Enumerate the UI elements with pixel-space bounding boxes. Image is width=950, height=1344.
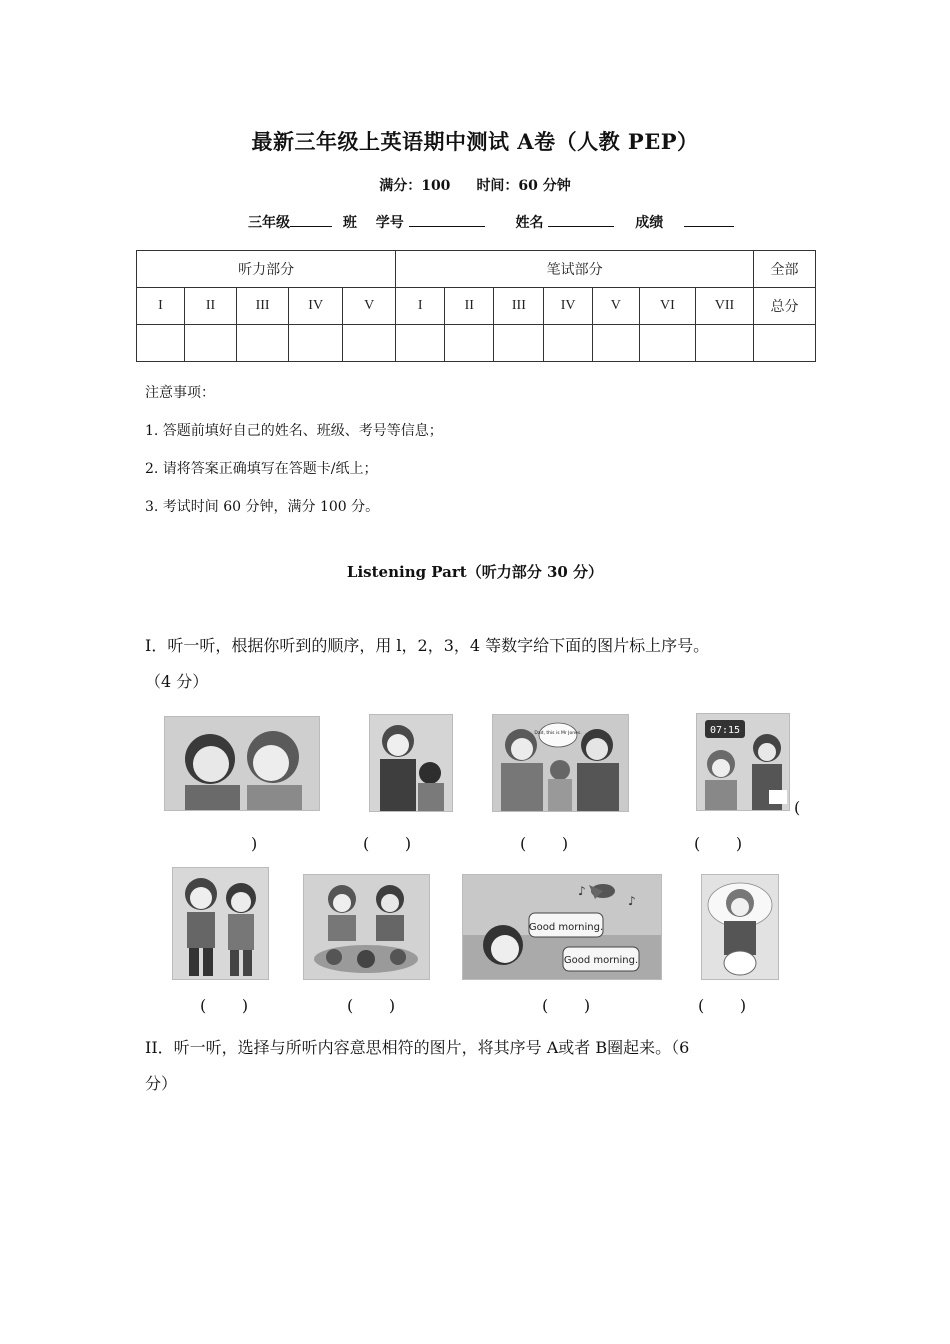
written-col: I bbox=[396, 288, 445, 325]
student-info bbox=[248, 212, 734, 232]
note-item: 1. 答题前填好自己的姓名、班级、考号等信息； bbox=[145, 423, 443, 439]
written-col: II bbox=[445, 288, 494, 325]
result-blank[interactable] bbox=[684, 212, 734, 227]
picture-boy-girl-walking bbox=[172, 867, 269, 980]
listening-col: IV bbox=[289, 288, 343, 325]
written-col: V bbox=[592, 288, 639, 325]
answer-paren[interactable]: ( ) bbox=[363, 834, 412, 853]
question-2-line2: 分） bbox=[145, 1074, 178, 1093]
answer-paren[interactable]: ( ) bbox=[698, 996, 747, 1015]
notes bbox=[145, 374, 443, 526]
picture-clock-morning bbox=[696, 713, 790, 811]
svg-text:♪: ♪ bbox=[578, 884, 586, 898]
listening-header: 听力部分 bbox=[137, 251, 396, 288]
speech-bubble-text: Dad, this is Mr Jones. bbox=[534, 731, 582, 736]
paren-close: ) bbox=[251, 834, 258, 853]
section-heading: Listening Part（听力部分 30 分） bbox=[346, 563, 604, 581]
score-cell[interactable] bbox=[396, 325, 445, 362]
result-label: 成绩 bbox=[635, 215, 664, 231]
listening-col: V bbox=[343, 288, 396, 325]
total-col: 总分 bbox=[754, 288, 816, 325]
picture-teacher bbox=[701, 874, 779, 980]
name-blank[interactable] bbox=[548, 212, 614, 227]
score-cell[interactable] bbox=[289, 325, 343, 362]
full-score: 满分：100 bbox=[379, 178, 451, 194]
page-title: 最新三年级上英语期中测试 A卷（人教 PEP） bbox=[251, 129, 699, 154]
grade-label: 三年级 bbox=[248, 215, 290, 231]
score-table bbox=[136, 250, 816, 362]
score-cell[interactable] bbox=[445, 325, 494, 362]
exam-time: 时间：60 分钟 bbox=[476, 178, 571, 194]
picture-two-girls bbox=[164, 716, 320, 811]
question-1-line1: I．听一听，根据你听到的顺序，用 l，2，3，4 等数字给下面的图片标上序号。 bbox=[145, 636, 710, 655]
bubble-good-morning-2: Good morning. bbox=[563, 955, 639, 966]
listening-col: I bbox=[137, 288, 185, 325]
answer-paren[interactable]: ( ) bbox=[520, 834, 569, 853]
note-item: 2. 请将答案正确填写在答题卡/纸上； bbox=[145, 461, 378, 477]
written-col: VII bbox=[695, 288, 753, 325]
paren-open: ( bbox=[794, 798, 801, 817]
score-cell[interactable] bbox=[343, 325, 396, 362]
question-2 bbox=[145, 1030, 805, 1102]
picture-teacher-boy bbox=[369, 714, 453, 812]
score-cell[interactable] bbox=[494, 325, 544, 362]
question-1-line2: （4 分） bbox=[145, 672, 209, 691]
answer-paren[interactable]: ( ) bbox=[542, 996, 591, 1015]
clock-text: 07:15 bbox=[709, 725, 741, 736]
picture-dad-mr-jones bbox=[492, 714, 629, 812]
all-header: 全部 bbox=[754, 251, 816, 288]
question-1 bbox=[145, 628, 805, 700]
picture-children-playing bbox=[303, 874, 430, 980]
answer-paren[interactable]: ( ) bbox=[694, 834, 743, 853]
score-cell[interactable] bbox=[639, 325, 695, 362]
name-label: 姓名 bbox=[515, 215, 544, 231]
written-col: IV bbox=[544, 288, 592, 325]
grade-blank[interactable] bbox=[290, 212, 332, 227]
exam-meta bbox=[0, 175, 950, 195]
score-cell[interactable] bbox=[544, 325, 592, 362]
student-no-blank[interactable] bbox=[409, 212, 485, 227]
student-no-label: 学号 bbox=[375, 215, 404, 231]
svg-text:♪: ♪ bbox=[628, 894, 636, 908]
score-cell[interactable] bbox=[695, 325, 753, 362]
score-cell[interactable] bbox=[237, 325, 289, 362]
listening-col: II bbox=[185, 288, 237, 325]
score-cell[interactable] bbox=[185, 325, 237, 362]
bubble-good-morning-1: Good morning. bbox=[528, 922, 604, 933]
question-2-line1: II．听一听，选择与所听内容意思相符的图片，将其序号 A或者 B圈起来。（6 bbox=[145, 1038, 690, 1057]
answer-paren[interactable]: ( ) bbox=[347, 996, 396, 1015]
written-col: III bbox=[494, 288, 544, 325]
note-item: 3. 考试时间 60 分钟，满分 100 分。 bbox=[145, 499, 380, 515]
listening-col: III bbox=[237, 288, 289, 325]
score-cell[interactable] bbox=[137, 325, 185, 362]
picture-good-morning-birds bbox=[462, 874, 662, 980]
score-cell[interactable] bbox=[754, 325, 816, 362]
notes-heading: 注意事项： bbox=[145, 385, 215, 401]
answer-paren[interactable]: ( ) bbox=[200, 996, 249, 1015]
class-label: 班 bbox=[342, 215, 357, 231]
written-header: 笔试部分 bbox=[396, 251, 754, 288]
score-cell[interactable] bbox=[592, 325, 639, 362]
written-col: VI bbox=[639, 288, 695, 325]
